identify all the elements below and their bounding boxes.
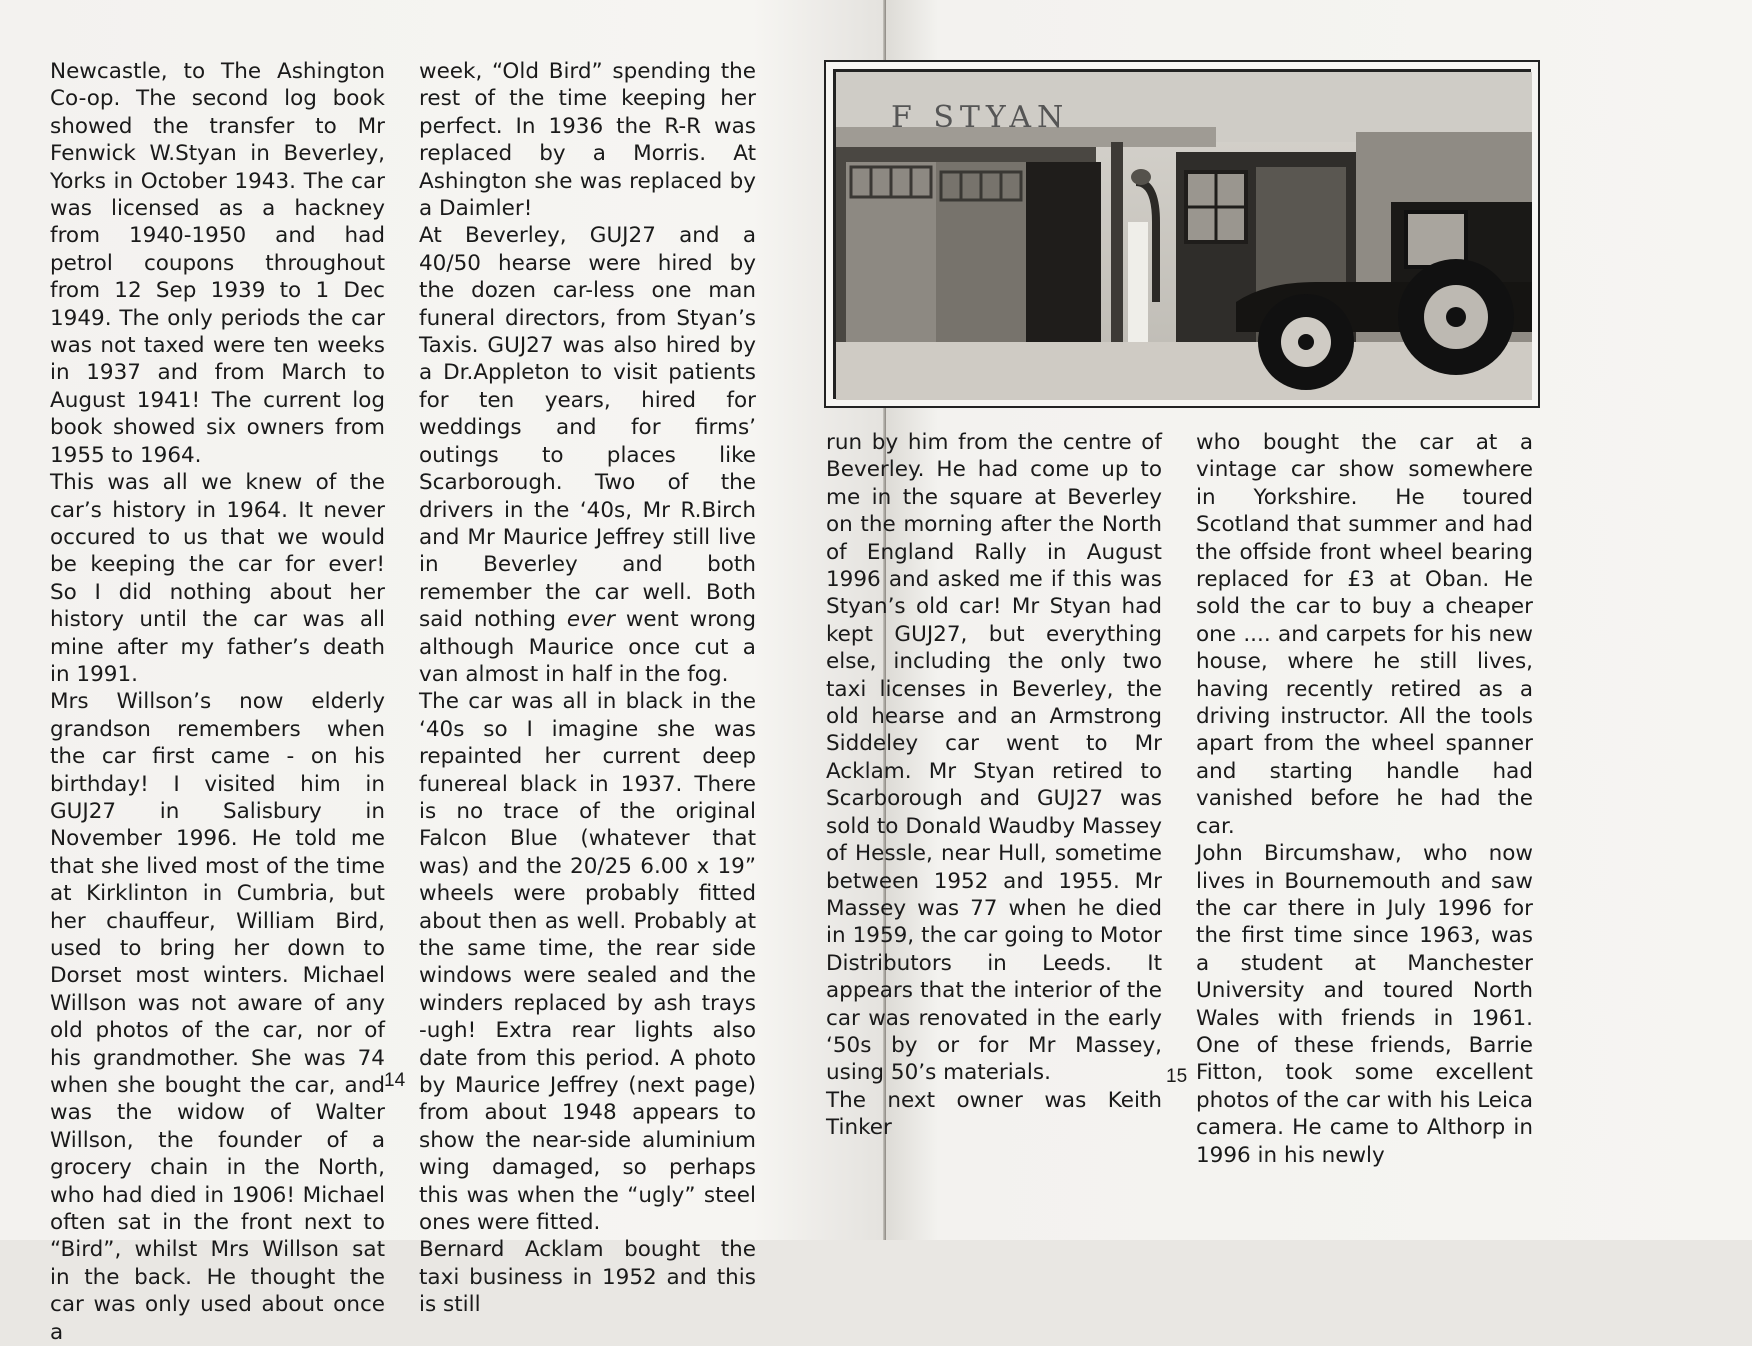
paragraph: run by him from the centre of Beverley. He had come up to me in the square at Beverley on the morning after the North of England Rally in August 1996 and asked me if this was Styan’s old car! Mr Styan had kept GUJ27, but everything else, including the only two taxi licenses in Beverley, the old hearse and an Armstrong Siddeley car went to Mr Acklam. Mr Styan retired to Scarborough and GUJ27 was sold to Donald Waudby Massey of Hessle, near Hull, sometime between 1952 and 1955. Mr Massey was 77 when he died in 1959, the car going to Motor Distributors in Leeds. It appears that the interior of the car was renovated in the early ‘50s by or for Mr Massey, using 50’s materials. <box>826 430 1162 1086</box>
emphasis-text: ever <box>566 607 615 633</box>
right-column-2 <box>1196 429 1533 1169</box>
paragraph: Mrs Willson’s now elderly grandson remembers when the car first came - on his birthday! I visited him in GUJ27 in Salisbury in November 1996. He told me that she lived most of the time at Kirklinton in Cumbria, but her chauffeur, William Bird, used to bring her down to Dorset most winters. Michael Willson was not aware of any old photos of the car, nor of his grandmother. She was 74 when she bought the car, and was the widow of Walter Willson, the founder of a grocery chain in the North, who had died in 1906! Michael often sat in the front next to “Bird”, whilst Mrs Willson sat in the back. He thought the car was only used about once a <box>50 689 385 1345</box>
paragraph-text: went wrong although Maurice once cut a van almost in half in the fog. <box>419 607 756 687</box>
left-column-1 <box>50 58 385 1346</box>
paragraph <box>419 222 756 688</box>
paragraph: John Bircumshaw, who now lives in Bournemouth and saw the car there in July 1996 for the first time since 1963, was a student at Manchester University and toured North Wales with friends in 1961. One of these friends, Barrie Fitton, took some excellent photos of the car with his Leica camera. He came to Althorp in 1996 in his newly <box>1196 841 1533 1168</box>
paragraph: Newcastle, to The Ashington Co-op. The second log book showed the transfer to Mr Fenwick W.Styan in Beverley, Yorks in October 1943. The car was licensed as a hackney from 1940-1950 and had petrol coupons throughout from 12 Sep 1939 to 1 Dec 1949. The only periods the car was not taxed were ten weeks in 1937 and from March to August 1941! The current log book showed six owners from 1955 to 1964. <box>50 59 385 468</box>
paragraph: Bernard Acklam bought the taxi business in 1952 and this is still <box>419 1237 756 1318</box>
sign-text: F STYAN <box>891 100 1070 135</box>
paragraph: The next owner was Keith Tinker <box>826 1087 1162 1141</box>
garage-photo <box>833 69 1531 399</box>
page-number: 14 <box>384 1070 406 1091</box>
photo-frame <box>824 60 1540 408</box>
paragraph: This was all we knew of the car’s history in 1964. It never occured to us that we would be keeping the car for ever! So I did nothing about her history until the car was all mine after my father’s death in 1991. <box>50 470 385 687</box>
garage-photo-image <box>836 72 1532 400</box>
paragraph: The car was all in black in the ‘40s so I imagine she was repainted her current deep funereal black in 1937. There is no trace of the original Falcon Blue (whatever that was) and the 20/25 6.00 x 19” wheels were probably fitted about then as well. Probably at the same time, the rear side windows were sealed and the winders replaced by ash trays -ugh! Extra rear lights also date from this period. A photo by Maurice Jeffrey (next page) from about 1948 appears to show the near-side aluminium wing damaged, so perhaps this was when the “ugly” steel ones were fitted. <box>419 689 756 1236</box>
paragraph-text: At Beverley, GUJ27 and a 40/50 hearse were hired by the dozen car-less one man funeral directors, from Styan’s Taxis. GUJ27 was also hired by a Dr.Appleton to visit patients for ten years, hired for weddings and for firms’ outings to places like Scarborough. Two of the drivers in the ‘40s, Mr R.Birch and Mr Maurice Jeffrey still live in Beverley and both remember the car well. Both said nothing <box>419 223 756 633</box>
page-number: 15 <box>1166 1066 1188 1087</box>
paragraph: week, “Old Bird” spending the rest of the time keeping her perfect. In 1936 the R-R was replaced by a Morris. At Ashington she was replaced by a Daimler! <box>419 59 756 222</box>
paragraph: who bought the car at a vintage car show somewhere in Yorkshire. He toured Scotland that summer and had the offside front wheel bearing replaced for £3 at Oban. He sold the car to buy a cheaper one .... and carpets for his new house, where he still lives, having recently retired as a driving instructor. All the tools apart from the wheel spanner and starting handle had vanished before he had the car. <box>1196 430 1533 839</box>
right-column-1 <box>826 429 1162 1142</box>
left-column-2 <box>419 58 756 1319</box>
